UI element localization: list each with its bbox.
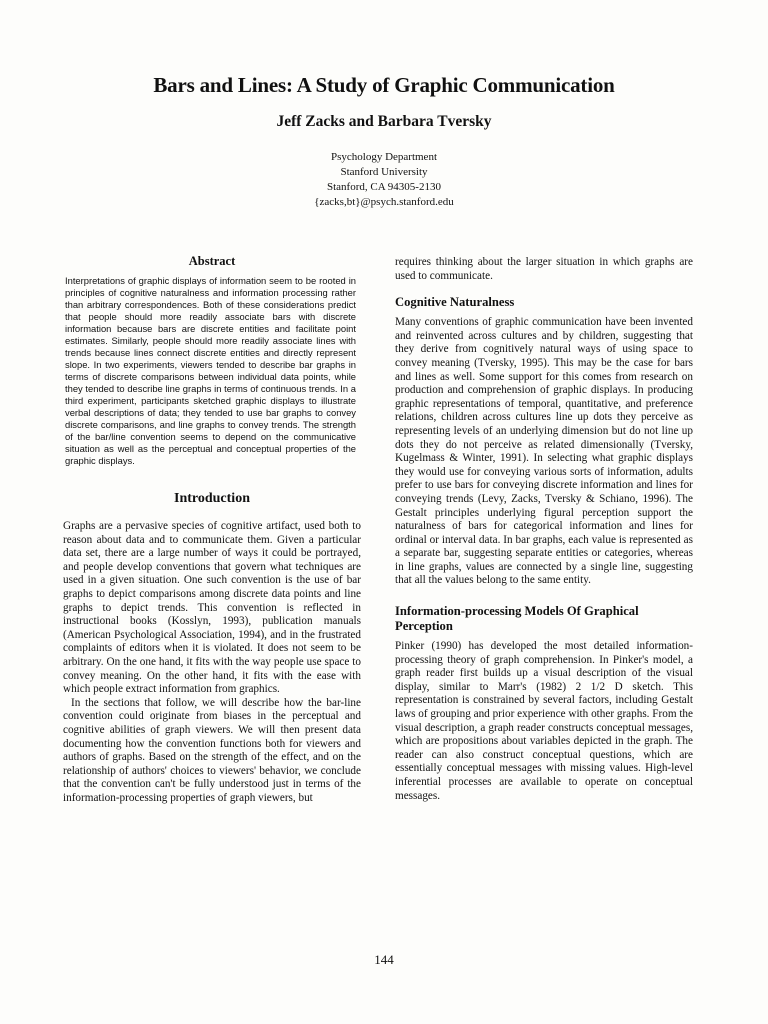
affiliation-university: Stanford University (340, 166, 428, 178)
right-column (395, 256, 693, 803)
information-processing-heading: Information-processing Models Of Graphical Perception (395, 604, 639, 634)
continuation-paragraph: requires thinking about the larger situation in which graphs are used to communicate. (395, 256, 693, 282)
page-number: 144 (374, 952, 394, 967)
paper-authors: Jeff Zacks and Barbara Tversky (276, 113, 492, 130)
introduction-paragraph-1: Graphs are a pervasive species of cognitive artifact, used both to reason about data and to communicate them. Given a particular data set, there are a large number of ways it could be portrayed, and people develop conventions that govern what techniques are used in a given situation. One such convention is the use of bar graphs to depict comparisons among discrete data points and line graphs to depict trends. This convention is reflected in instructional books (Kosslyn, 1993), publication manuals (American Psychological Association, 1994), and in the frustrated complaints of editors when it is violated. It does not seem to be arbitrary. On the one hand, it fits with the way people use space to convey meaning. On the other hand, it fits with the ease with which people extract information from graphics. (63, 520, 361, 696)
information-processing-paragraph: Pinker (1990) has developed the most detailed information-processing theory of graph comprehension. In Pinker's model, a graph reader first builds up a visual description of the visual display, similar to Marr's (1982) 2 1/2 D sketch. This representation is constrained by several factors, including Gestalt laws of grouping and prior experience with other graphs. From the visual description, a graph reader constructs conceptual messages, which are propositions about variables depicted in the graph. The reader can also construct conceptual questions, which are essentially conceptual messages with missing values. High-level inferential processes are available to operate on conceptual messages. (395, 640, 693, 802)
affiliation-department: Psychology Department (330, 151, 437, 163)
affiliation-address: Stanford, CA 94305-2130 (327, 181, 441, 193)
affiliation-email: {zacks,bt}@psych.stanford.edu (314, 196, 454, 208)
abstract-heading: Abstract (188, 254, 236, 268)
left-column (63, 254, 361, 805)
introduction-paragraph-2: In the sections that follow, we will describe how the bar-line convention could originate from biases in the perceptual and cognitive abilities of graph viewers. We will then present data documenting how the convention functions both for viewers and authors of graphs. Based on the strength of the effect, and on the relationship of authors' choices to viewers' behavior, we conclude that the convention can't be fully understood just in terms of the information-processing properties of graph viewers, but (63, 696, 361, 804)
paper-title: Bars and Lines: A Study of Graphic Communication (153, 73, 615, 97)
cognitive-naturalness-heading: Cognitive Naturalness (395, 295, 515, 310)
affiliation-block (0, 150, 768, 210)
abstract-text: Interpretations of graphic displays of information seem to be rooted in principles of cognitive naturalness and information processing rather than arbitrary correspondences. Both of these considerations predict that people should more readily associate bars with discrete information because bars are discrete entities and facilitate point estimates. Similarly, people should more readily associate lines with trends because lines connect discrete entities and directly represent slope. In two experiments, viewers tended to describe bar graphs in terms of discrete comparisons between individual data points, while they tended to describe line graphs in terms of continuous trends. In a third experiment, participants sketched graphic displays to illustrate verbal descriptions of data; they tended to use bar graphs to convey discrete comparisons, and line graphs to convey trends. The strength of the bar/line convention seems to depend on the communicative situation as well as the perceptual and conceptual properties of the graphic displays. (65, 275, 356, 466)
introduction-heading: Introduction (174, 491, 250, 506)
cognitive-naturalness-paragraph: Many conventions of graphic communication have been invented and reinvented across cultures and by children, suggesting that they derive from cognitively natural ways of using space to convey meaning (Tversky, 1995). This may be the case for bars and lines as well. Some support for this comes from research on production and comprehension of graphic displays. In producing graphic representations of temporal, quantitative, and preference relations, children across cultures line up dots they perceive as representing levels of an underlying dimension but do not line up dots they do not perceive as related dimensionally (Tversky, Kugelmass & Winter, 1991). In selecting what graphic displays they would use for conveying various sorts of information, adults prefer to use bars for conveying discrete information and lines for conveying trends (Levy, Zacks, Tversky & Schiano, 1996). The Gestalt principles underlying figural perception support the naturalness of bars for categorical information and lines for ordinal or interval data. In bar graphs, each value is represented as a separate bar, suggesting separate entities or categories, whereas in line graphs, values are connected by a single line, suggesting that all the values belong to the same entity. (395, 316, 693, 587)
